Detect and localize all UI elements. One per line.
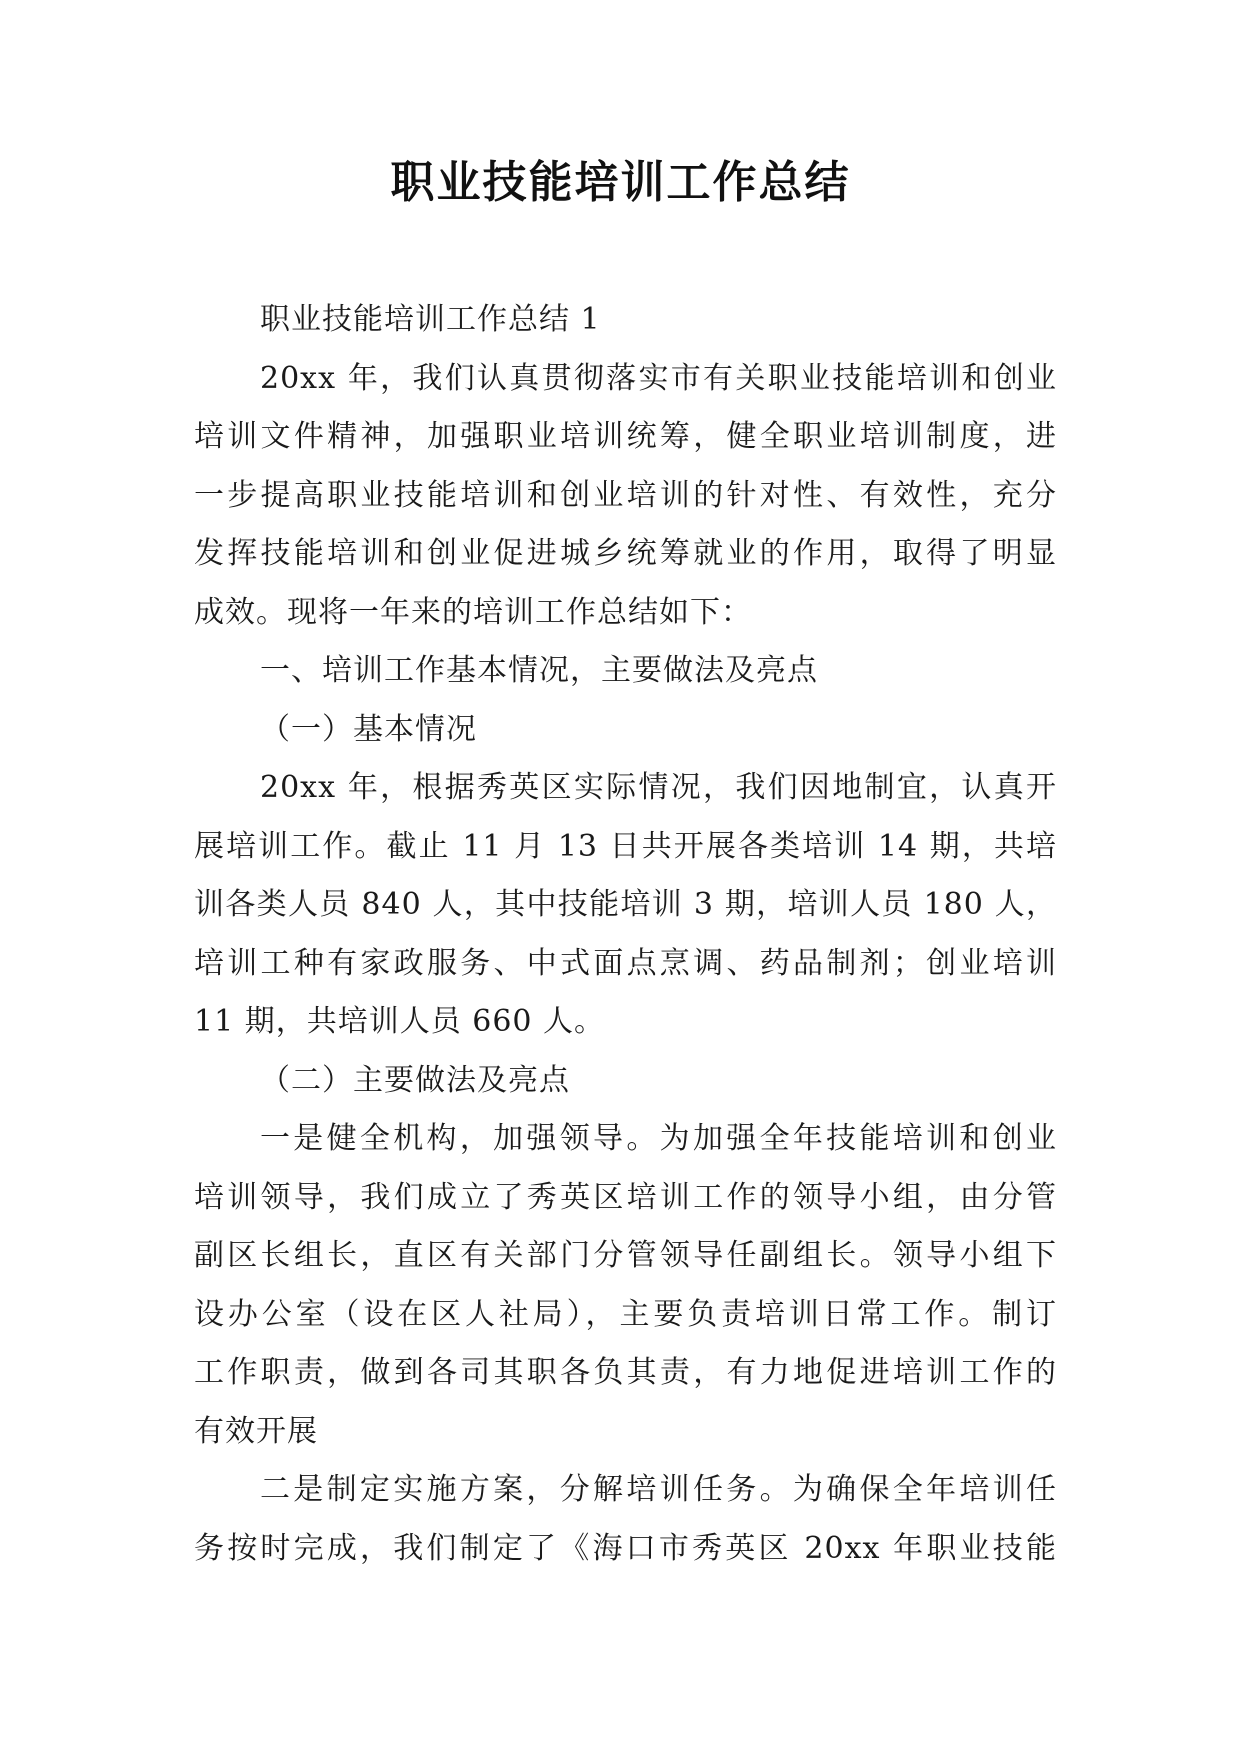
- paragraph-line: 工作职责，做到各司其职各负其责，有力地促进培训工作的: [194, 1355, 1057, 1390]
- paragraph-line: 培训文件精神，加强职业培训统筹，健全职业培训制度，进: [194, 419, 1057, 454]
- document-subtitle: [194, 291, 1057, 350]
- paragraph-line: （二）主要做法及亮点: [260, 1062, 570, 1098]
- paragraph-line: 务按时完成，我们制定了《海口市秀英区 20xx 年职业技能: [194, 1530, 1057, 1566]
- paragraph-line: 副区长组长，直区有关部门分管领导任副组长。领导小组下: [194, 1238, 1057, 1273]
- paragraph-line: 发挥技能培训和创业促进城乡统筹就业的作用，取得了明显: [194, 536, 1057, 571]
- paragraph-line: 设办公室（设在区人社局），主要负责培训日常工作。制订: [194, 1296, 1057, 1332]
- paragraph-line: （一）基本情况: [260, 711, 477, 747]
- paragraph-line: 培训领导，我们成立了秀英区培训工作的领导小组，由分管: [194, 1179, 1057, 1215]
- paragraph-line: 20xx 年，根据秀英区实际情况，我们因地制宜，认真开: [260, 770, 1057, 805]
- paragraph-line: 成效。现将一年来的培训工作总结如下：: [194, 594, 752, 630]
- subsection-heading: [194, 1052, 1057, 1111]
- paragraph-line: 11 期，共培训人员 660 人。: [194, 1004, 606, 1039]
- paragraph-line: 有效开展: [194, 1413, 318, 1449]
- paragraph-point-one: [194, 1110, 1057, 1461]
- paragraph-line: 一、培训工作基本情况，主要做法及亮点: [260, 653, 818, 688]
- paragraph-line: 一步提高职业技能培训和创业培训的针对性、有效性，充分: [194, 477, 1057, 513]
- paragraph-line: 培训工种有家政服务、中式面点烹调、药品制剂；创业培训: [194, 945, 1057, 981]
- paragraph-line: 展培训工作。截止 11 月 13 日共开展各类培训 14 期，共培: [194, 828, 1057, 864]
- paragraph-line: 一是健全机构，加强领导。为加强全年技能培训和创业: [260, 1121, 1057, 1156]
- paragraph-intro: [194, 350, 1057, 643]
- section-heading: [194, 642, 1057, 701]
- document-title: 职业技能培训工作总结: [390, 157, 851, 208]
- subsection-heading: [194, 701, 1057, 760]
- document-body: [194, 291, 1057, 1578]
- paragraph-line: 职业技能培训工作总结 1: [260, 302, 601, 337]
- paragraph-basic-situation: [194, 759, 1057, 1052]
- paragraph-line: 训各类人员 840 人，其中技能培训 3 期，培训人员 180 人，: [194, 887, 1057, 922]
- paragraph-line: 二是制定实施方案，分解培训任务。为确保全年培训任: [260, 1472, 1057, 1507]
- paragraph-line: 20xx 年，我们认真贯彻落实市有关职业技能培训和创业: [260, 360, 1057, 396]
- paragraph-point-two: [194, 1461, 1057, 1578]
